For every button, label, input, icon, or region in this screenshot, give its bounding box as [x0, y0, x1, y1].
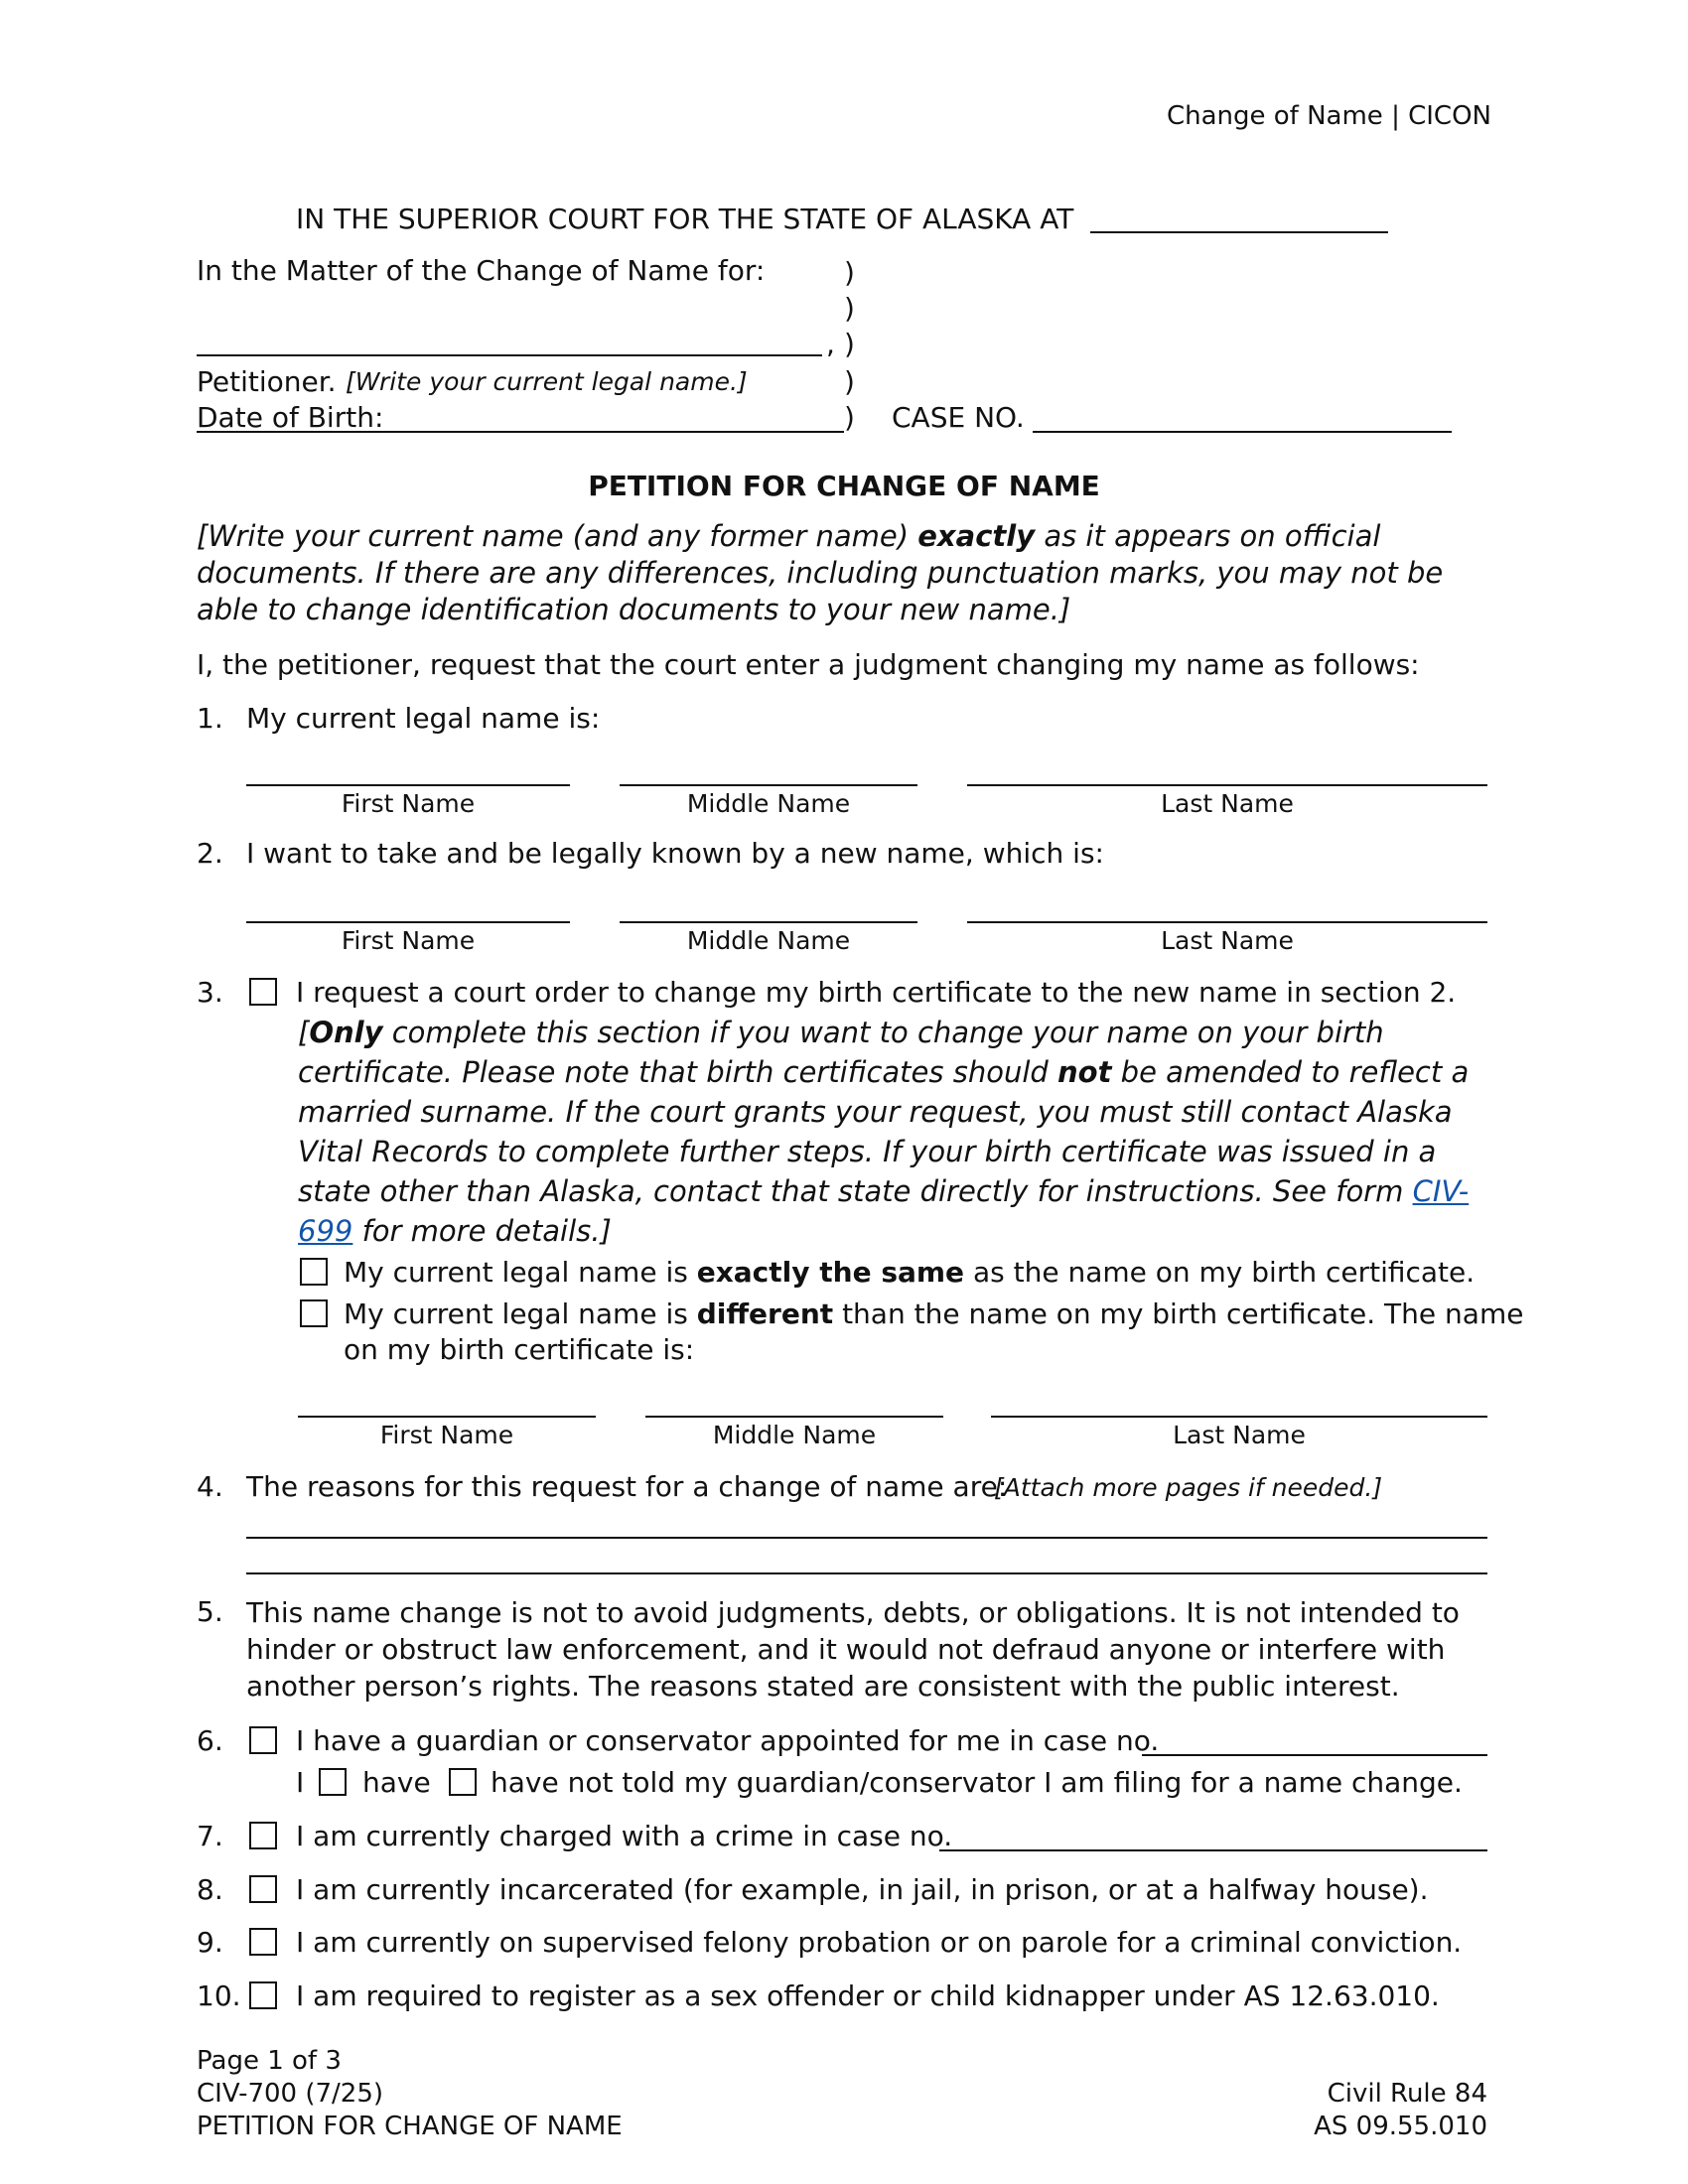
item-number: 9.: [197, 1926, 223, 1959]
item-number: 6.: [197, 1724, 223, 1757]
item-number: 4.: [197, 1470, 223, 1503]
item-2-text: I want to take and be legally known by a new name, which is:: [246, 837, 1104, 870]
item-8-text: I am currently incarcerated (for example, in jail, in prison, or at a halfway house).: [296, 1873, 1429, 1906]
item-number: 10.: [197, 1979, 241, 2012]
birth-certificate-note: [Only complete this section if you want to change your name on your birth certificate. Please note that birth certificates should not be amended to reflect a married surname. If the court grants your request, you must still contact Alaska Vital Records to complete further steps. If your birth certificate was issued in a state other than Alaska, contact that state directly for instructions. See form CIV-699 for more details.]: [298, 1016, 1470, 1248]
page-number: Page 1 of 3: [197, 2046, 342, 2076]
current-last-name-line[interactable]: [967, 784, 1487, 786]
item-6-text: I have a guardian or conservator appointed for me in case no.: [296, 1724, 1160, 1757]
probation-checkbox[interactable]: [249, 1928, 277, 1956]
last-name-caption: Last Name: [1173, 1421, 1306, 1449]
caption-paren: ): [844, 401, 855, 434]
current-middle-name-line[interactable]: [620, 784, 917, 786]
item-number: 2.: [197, 837, 223, 870]
intro-text: I, the petitioner, request that the court enter a judgment changing my name as follows:: [197, 648, 1420, 681]
civil-rule: Civil Rule 84: [1327, 2079, 1487, 2109]
guardian-case-no-line[interactable]: [1142, 1754, 1487, 1756]
item-number: 5.: [197, 1595, 223, 1628]
matter-label: In the Matter of the Change of Name for:: [197, 254, 766, 287]
sex-offender-checkbox[interactable]: [249, 1981, 277, 2009]
dob-label: Date of Birth:: [197, 401, 384, 434]
middle-name-caption: Middle Name: [686, 926, 851, 955]
item-5-text: This name change is not to avoid judgments, debts, or obligations. It is not intended to hinder or obstruct law enforcement, and it would not defraud anyone or interfere with another person’s rights. The reasons stated are consistent with the public interest.: [246, 1596, 1460, 1703]
reasons-line[interactable]: [246, 1572, 1487, 1574]
same-name-checkbox[interactable]: [300, 1258, 328, 1286]
middle-name-caption: Middle Name: [712, 1421, 877, 1449]
item-number: 8.: [197, 1873, 223, 1906]
item-4-note: [Attach more pages if needed.]: [994, 1473, 1383, 1502]
case-no-line[interactable]: [1033, 431, 1452, 433]
criminal-charge-checkbox[interactable]: [249, 1822, 277, 1849]
item-number: 3.: [197, 976, 223, 1009]
different-name-checkbox[interactable]: [300, 1299, 328, 1327]
incarcerated-checkbox[interactable]: [249, 1875, 277, 1903]
first-name-caption: First Name: [379, 1421, 514, 1449]
birth-certificate-checkbox[interactable]: [249, 978, 277, 1006]
instructions: [Write your current name (and any former name) exactly as it appears on official documents. If there are any differences, including punctuation marks, you may not be able to change identification documents to your new name.]: [197, 519, 1444, 626]
birth-cert-first-name-line[interactable]: [298, 1416, 596, 1418]
have-not-told-checkbox[interactable]: [449, 1768, 477, 1796]
civ-699-link[interactable]: CIV-699: [298, 1174, 1470, 1248]
new-last-name-line[interactable]: [967, 921, 1487, 923]
court-location-line[interactable]: [1090, 231, 1388, 233]
caption-paren: ): [844, 365, 855, 398]
petitioner-note: [Write your current legal name.]: [346, 367, 748, 396]
caption-paren: ): [844, 328, 855, 360]
item-6-sub-i: I: [296, 1766, 305, 1799]
new-middle-name-line[interactable]: [620, 921, 917, 923]
item-10-text: I am required to register as a sex offender or child kidnapper under AS 12.63.010.: [296, 1979, 1440, 2012]
middle-name-caption: Middle Name: [686, 789, 851, 818]
form-number: CIV-700 (7/25): [197, 2079, 384, 2109]
same-name-text: My current legal name is exactly the same as the name on my birth certificate.: [344, 1256, 1476, 1289]
last-name-caption: Last Name: [1161, 926, 1294, 955]
item-4-text: The reasons for this request for a change of name are:: [246, 1470, 1008, 1503]
first-name-caption: First Name: [341, 789, 476, 818]
statute: AS 09.55.010: [1314, 2112, 1487, 2141]
case-no-label: CASE NO.: [892, 401, 1025, 434]
caption-paren: ): [844, 292, 855, 325]
item-6-rest: have not told my guardian/conservator I am filing for a name change.: [491, 1766, 1463, 1799]
item-6-have: have: [362, 1766, 431, 1799]
court-heading: IN THE SUPERIOR COURT FOR THE STATE OF ALASKA AT: [296, 203, 1074, 235]
item-3-text: I request a court order to change my birth certificate to the new name in section 2.: [296, 976, 1457, 1009]
item-7-text: I am currently charged with a crime in case no.: [296, 1820, 953, 1852]
reasons-line[interactable]: [246, 1537, 1487, 1539]
dob-line[interactable]: [197, 431, 844, 433]
page-title: PETITION FOR CHANGE OF NAME: [588, 470, 1100, 502]
petitioner-label: Petitioner.: [197, 365, 337, 398]
birth-cert-middle-name-line[interactable]: [645, 1416, 943, 1418]
different-name-text: My current legal name is different than the name on my birth certificate. The name: [344, 1297, 1524, 1330]
form-code-header: Change of Name | CICON: [1166, 101, 1491, 131]
item-1-text: My current legal name is:: [246, 702, 601, 735]
criminal-case-no-line[interactable]: [939, 1849, 1487, 1851]
caption-paren: ): [844, 256, 855, 289]
guardian-checkbox[interactable]: [249, 1726, 277, 1754]
have-told-checkbox[interactable]: [319, 1768, 347, 1796]
petitioner-name-line[interactable]: [197, 354, 822, 356]
form-title-footer: PETITION FOR CHANGE OF NAME: [197, 2112, 623, 2141]
caption-comma: ,: [826, 328, 835, 360]
item-number: 7.: [197, 1820, 223, 1852]
item-number: 1.: [197, 702, 223, 735]
item-9-text: I am currently on supervised felony probation or on parole for a criminal conviction.: [296, 1926, 1463, 1959]
birth-cert-last-name-line[interactable]: [991, 1416, 1487, 1418]
first-name-caption: First Name: [341, 926, 476, 955]
current-first-name-line[interactable]: [246, 784, 570, 786]
last-name-caption: Last Name: [1161, 789, 1294, 818]
new-first-name-line[interactable]: [246, 921, 570, 923]
different-name-text-line2: on my birth certificate is:: [344, 1333, 695, 1366]
